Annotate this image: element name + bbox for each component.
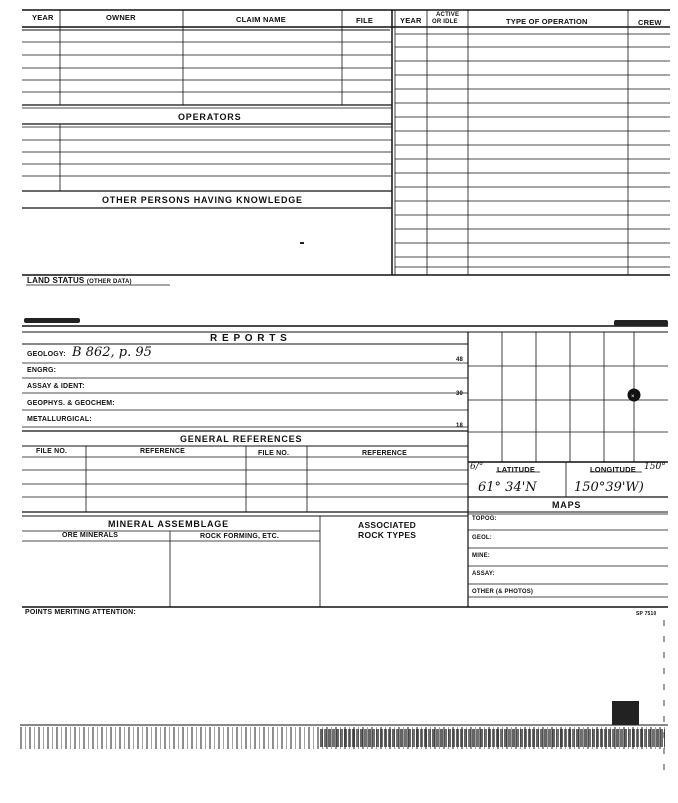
mineral-assemblage-heading: MINERAL ASSEMBLAGE: [108, 519, 229, 529]
geophys-geochem-label: GEOPHYS. & GEOCHEM:: [27, 400, 115, 407]
form-number: SP 7510: [636, 611, 657, 617]
maps-assay-label: ASSAY:: [472, 571, 495, 577]
maps-other-label: OTHER (& PHOTOS): [472, 589, 534, 595]
ore-minerals-label: ORE MINERALS: [62, 532, 119, 539]
ref-col-reference-2: REFERENCE: [362, 450, 407, 457]
latitude-label: LATITUDE: [497, 465, 536, 474]
rock-types-label: ROCK TYPES: [358, 530, 417, 540]
svg-text:×: ×: [631, 394, 635, 400]
assay-ident-label: ASSAY & IDENT:: [27, 383, 85, 390]
points-meriting-label: POINTS MERITING ATTENTION:: [25, 609, 136, 616]
col-header-type-of-operation: TYPE OF OPERATION: [506, 17, 588, 26]
col-header-active: ACTIVE: [436, 12, 460, 18]
col-header-year-2: YEAR: [400, 16, 422, 25]
geology-value[interactable]: B 862, p. 95: [72, 345, 152, 360]
maps-topog-label: TOPOG:: [472, 516, 497, 522]
latitude-value[interactable]: 61° 34'N: [478, 480, 537, 495]
associated-label: ASSOCIATED: [358, 520, 417, 530]
col-header-crew: CREW: [638, 18, 662, 27]
ref-col-file-no-1: FILE NO.: [36, 448, 68, 455]
geology-label: GEOLOGY:: [27, 351, 66, 358]
latitude-prefix: 6/°: [470, 462, 484, 472]
land-status-label: LAND STATUS (OTHER DATA): [27, 276, 132, 285]
scan-block: [612, 701, 639, 725]
row-number-30: 30: [456, 391, 464, 397]
longitude-value[interactable]: 150°39'W): [574, 480, 644, 495]
maps-geol-label: GEOL:: [472, 535, 492, 541]
row-number-18: 18: [456, 423, 464, 429]
maps-mine-label: MINE:: [472, 553, 490, 559]
scan-smudge: [614, 320, 668, 326]
scan-band-dark: [320, 729, 665, 747]
longitude-suffix: 150°: [644, 462, 666, 472]
ref-col-file-no-2: FILE NO.: [258, 450, 290, 457]
longitude-label: LONGITUDE: [590, 465, 636, 474]
ref-col-reference-1: REFERENCE: [140, 448, 185, 455]
other-persons-heading: OTHER PERSONS HAVING KNOWLEDGE: [102, 195, 303, 205]
row-number-48: 48: [456, 357, 464, 363]
rock-forming-label: ROCK FORMING, ETC.: [200, 533, 280, 540]
col-header-year: YEAR: [32, 13, 54, 22]
general-references-heading: GENERAL REFERENCES: [180, 434, 303, 444]
operators-heading: OPERATORS: [178, 112, 242, 122]
reports-heading: R E P O R T S: [210, 333, 288, 344]
engrg-label: ENGRG:: [27, 367, 57, 374]
col-header-owner: OWNER: [106, 13, 136, 22]
scan-smudge: [24, 318, 80, 323]
maps-heading: MAPS: [552, 500, 582, 510]
scan-speck: [300, 242, 304, 244]
col-header-claim-name: CLAIM NAME: [236, 15, 286, 24]
col-header-or-idle: OR IDLE: [432, 19, 458, 25]
metallurgical-label: METALLURGICAL:: [27, 416, 92, 423]
col-header-file: FILE: [356, 16, 374, 25]
